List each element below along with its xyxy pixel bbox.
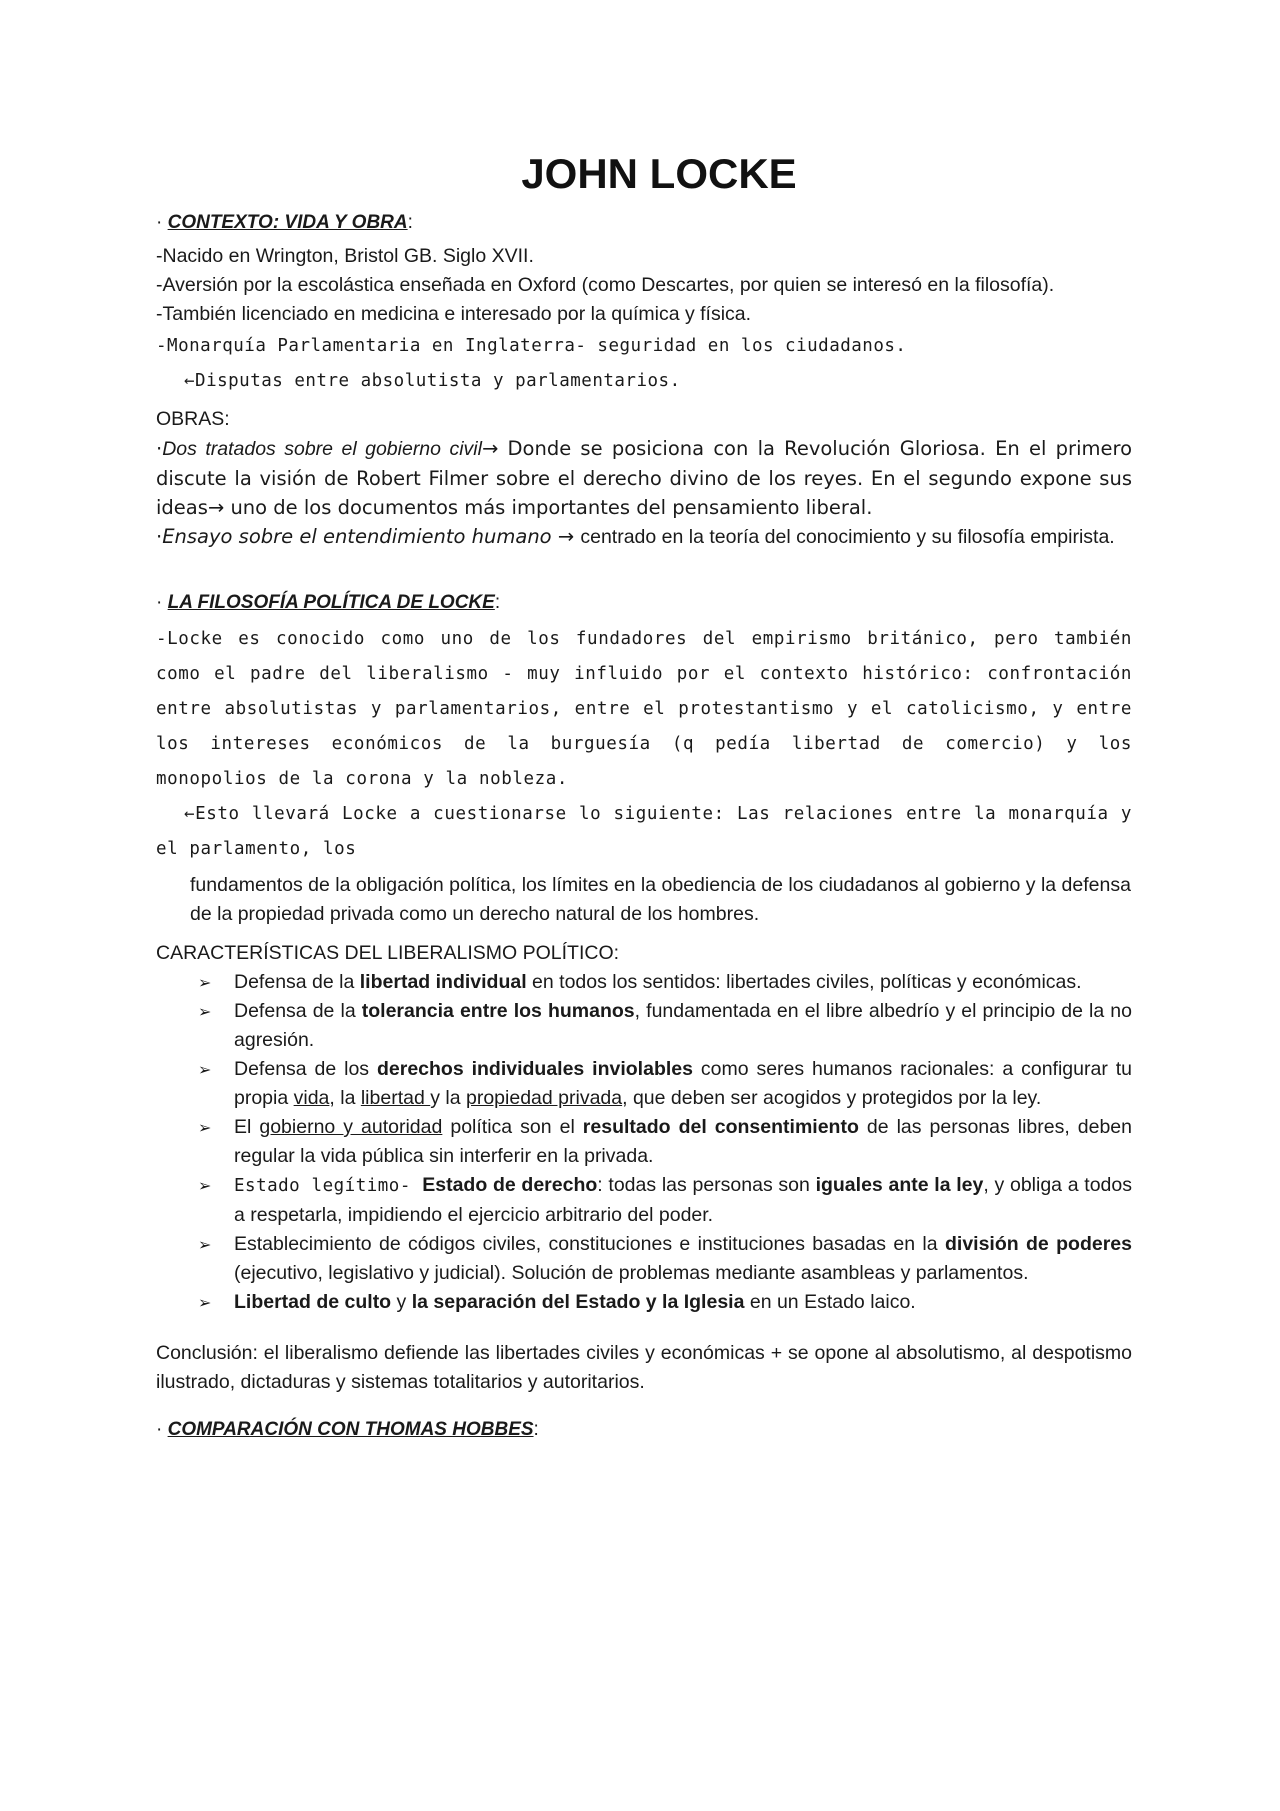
underlined-text: propiedad privada — [465, 1087, 623, 1109]
text: y — [391, 1291, 412, 1313]
bio-line-2: -Aversión por la escolástica enseñada en Oxford (como Descartes, por quien se interesó en la filosofía). — [156, 274, 1055, 296]
bold-text: la separación del Estado y la Iglesia — [411, 1291, 745, 1313]
work-description: → Donde se posiciona con la Revolución Gloriosa. En el primero discute la visión de Robert Filmer sobre el derecho divino de los reyes. En el segundo expone sus ideas→ uno de los documentos más importantes del pensamiento liberal. — [156, 437, 1132, 519]
section-label: CONTEXTO: VIDA Y OBRA — [167, 212, 408, 233]
document-content — [156, 150, 1132, 1449]
page-title: JOHN LOCKE — [521, 150, 797, 197]
conclusion-paragraph: Conclusión: el liberalismo defiende las libertades civiles y económicas + se opone al absolutismo, al despotismo ilustrado, dictaduras y sistemas totalitarios y autoritarios. — [156, 1342, 1132, 1393]
handwritten-text: Estado legítimo- — [234, 1176, 423, 1196]
work-prefix: · — [156, 437, 163, 460]
text: , y obliga a todos a respetarla, impidiendo el ejercicio arbitrario del poder. — [234, 1174, 1132, 1226]
text: : todas las personas son — [597, 1174, 816, 1196]
text: política son el — [442, 1116, 583, 1138]
list-item — [198, 1230, 1132, 1288]
text: como seres humanos racionales: a configurar tu propia — [234, 1058, 1132, 1109]
list-item — [198, 1113, 1132, 1171]
arrow-bullet-icon: ➢ — [198, 1293, 212, 1312]
section-colon: : — [533, 1419, 539, 1440]
text: , que deben ser acogidos y protegidos por la ley. — [622, 1087, 1042, 1109]
underlined-text: libertad — [360, 1087, 431, 1109]
section-colon: : — [494, 592, 501, 613]
text: , la — [329, 1087, 361, 1109]
arrow-bullet-icon: ➢ — [198, 1118, 212, 1137]
obras-label: OBRAS: — [156, 408, 230, 430]
caracteristicas-heading: CARACTERÍSTICAS DEL LIBERALISMO POLÍTICO: — [156, 942, 620, 964]
list-item — [198, 1055, 1132, 1113]
handwritten-line-1: -Monarquía Parlamentaria en Inglaterra- seguridad en los ciudadanos. — [156, 336, 907, 356]
bio-line-3: -También licenciado en medicina e interesado por la química y física. — [156, 303, 752, 325]
underlined-text: gobierno y autoridad — [259, 1116, 443, 1138]
work-title: Dos tratados sobre el gobierno civil — [162, 438, 482, 460]
section-bullet: · — [156, 592, 168, 613]
section-heading-filosofia — [156, 592, 1132, 614]
bio-line-1: -Nacido en Wrington, Bristol GB. Siglo XVII. — [156, 245, 534, 267]
section-label: COMPARACIÓN CON THOMAS HOBBES — [167, 1419, 534, 1440]
work-title: Ensayo sobre el entendimiento humano — [162, 525, 552, 548]
caracteristicas-list — [156, 968, 1132, 1317]
bold-text: Libertad de culto — [234, 1291, 392, 1313]
arrow-bullet-icon: ➢ — [198, 1235, 212, 1254]
text: Defensa de la — [234, 1000, 362, 1022]
text: en todos los sentidos: libertades civiles, políticas y económicas. — [526, 971, 1082, 993]
list-item — [198, 968, 1132, 997]
text: , fundamentada en el libre albedrío y el principio de la no agresión. — [234, 1000, 1132, 1051]
underlined-text: vida — [293, 1087, 330, 1109]
bold-text: resultado del consentimiento — [582, 1116, 859, 1138]
list-item — [198, 1288, 1132, 1317]
text: Defensa de la — [234, 971, 360, 993]
text: El — [234, 1116, 260, 1138]
text: Establecimiento de códigos civiles, constituciones e instituciones basadas en la — [234, 1233, 945, 1255]
arrow-bullet-icon: ➢ — [198, 1002, 212, 1021]
section-heading-comparacion — [156, 1419, 1132, 1441]
handwritten-paragraph-1: -Locke es conocido como uno de los fundadores del empirismo británico, pero también como el padre del liberalismo - muy influido por el contexto histórico: confrontación entre absolutistas y parlamentarios, entre el protestantismo y el catolicismo, y entre los intereses económicos de la burguesía (q pedía libertad de comercio) y los monopolios de la corona y la nobleza. — [156, 629, 1132, 789]
bold-text: libertad individual — [359, 971, 527, 993]
work-description: centrado en la teoría del conocimiento y su filosofía empirista. — [580, 526, 1115, 548]
handwritten-paragraph-2: ←Esto llevará Locke a cuestionarse lo siguiente: Las relaciones entre la monarquía y el parlamento, los — [156, 804, 1132, 859]
work-arrow: → — [551, 525, 581, 548]
fundamentos-paragraph: fundamentos de la obligación política, los límites en la obediencia de los ciudadanos al gobierno y la defensa de la propiedad privada como un derecho natural de los hombres. — [190, 874, 1131, 925]
bold-text: división de poderes — [944, 1233, 1132, 1255]
section-bullet: · — [156, 212, 168, 233]
text: en un Estado laico. — [744, 1291, 916, 1313]
work-item-dos-tratados — [156, 434, 1132, 522]
arrow-bullet-icon: ➢ — [198, 973, 212, 992]
section-heading-contexto — [156, 212, 1132, 234]
section-bullet: · — [156, 1419, 168, 1440]
list-item — [198, 997, 1132, 1055]
bold-text: Estado de derecho — [422, 1174, 598, 1196]
text: (ejecutivo, legislativo y judicial). Solución de problemas mediante asambleas y parlamentos. — [234, 1262, 1029, 1284]
list-item — [198, 1171, 1132, 1230]
text: de las personas libres, deben regular la vida pública sin interferir en la privada. — [234, 1116, 1132, 1167]
work-item-ensayo — [156, 522, 1132, 552]
section-colon: : — [407, 212, 413, 233]
text: y la — [430, 1087, 466, 1109]
text: Defensa de los — [234, 1058, 377, 1080]
bold-text: tolerancia entre los humanos — [361, 1000, 635, 1022]
section-label: LA FILOSOFÍA POLÍTICA DE LOCKE — [167, 592, 495, 613]
arrow-bullet-icon: ➢ — [198, 1060, 212, 1079]
bold-text: iguales ante la ley — [815, 1174, 984, 1196]
bold-text: derechos individuales inviolables — [376, 1058, 693, 1080]
arrow-bullet-icon: ➢ — [198, 1176, 212, 1195]
work-prefix: · — [156, 525, 163, 548]
handwritten-line-2: ←Disputas entre absolutista y parlamentarios. — [184, 371, 681, 391]
